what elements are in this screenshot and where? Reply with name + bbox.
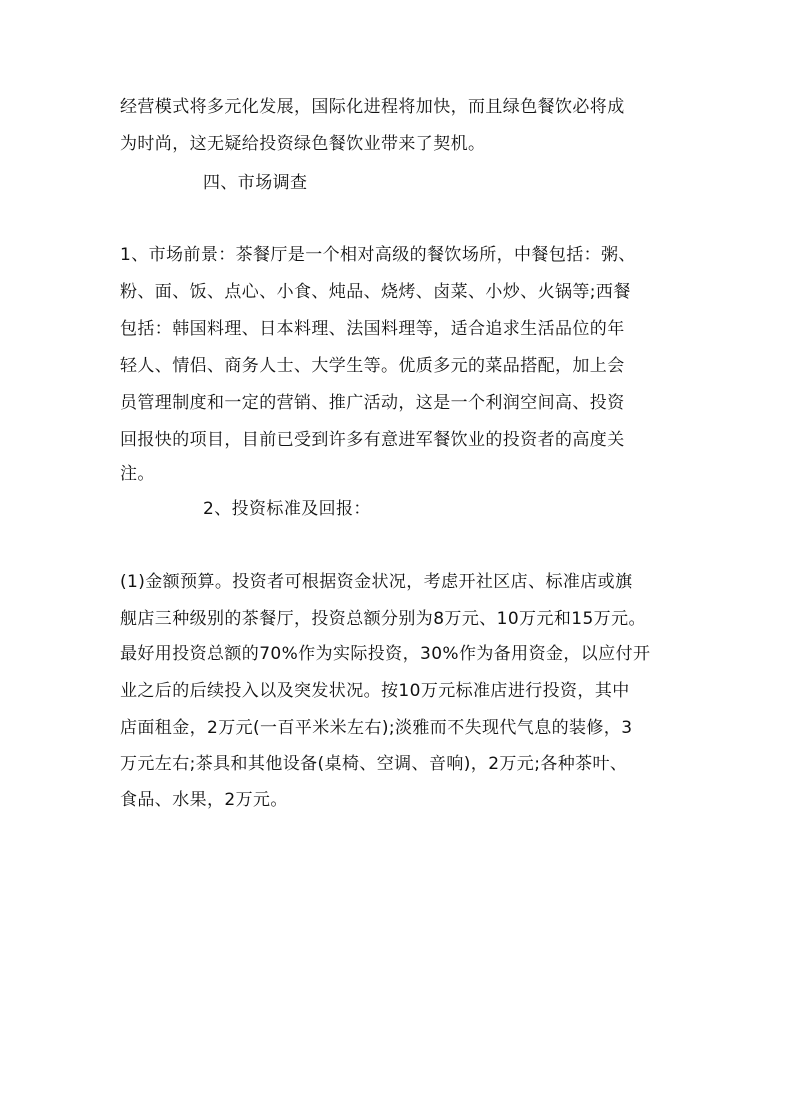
paragraph-line: 轻人、情侣、商务人士、大学生等。优质多元的菜品搭配，加上会 <box>120 356 625 376</box>
paragraph-line: (1)金额预算。投资者可根据资金状况，考虑开社区店、标准店或旗 <box>120 572 633 592</box>
paragraph-line: 包括：韩国料理、日本料理、法国料理等，适合追求生活品位的年 <box>120 319 625 339</box>
section-heading: 2、投资标准及回报： <box>203 499 371 519</box>
paragraph-line: 经营模式将多元化发展，国际化进程将加快，而且绿色餐饮必将成 <box>120 97 625 117</box>
paragraph-line: 注。 <box>120 464 155 484</box>
paragraph-line: 店面租金，2万元(一百平米米左右);淡雅而不失现代气息的装修，3 <box>120 718 633 738</box>
paragraph-line: 最好用投资总额的70%作为实际投资，30%作为备用资金，以应付开 <box>120 644 651 664</box>
paragraph-line: 为时尚，这无疑给投资绿色餐饮业带来了契机。 <box>120 134 486 154</box>
paragraph-line: 舰店三种级别的茶餐厅，投资总额分别为8万元、10万元和15万元。 <box>120 609 646 629</box>
paragraph-line: 业之后的后续投入以及突发状况。按10万元标准店进行投资，其中 <box>120 681 630 701</box>
paragraph-line: 1、市场前景：茶餐厅是一个相对高级的餐饮场所，中餐包括：粥、 <box>120 245 636 265</box>
paragraph-line: 员管理制度和一定的营销、推广活动，这是一个利润空间高、投资 <box>120 393 625 413</box>
paragraph-line: 粉、面、饭、点心、小食、炖品、烧烤、卤菜、小炒、火锅等;西餐 <box>120 282 631 302</box>
section-heading: 四、市场调查 <box>203 173 308 193</box>
paragraph-line: 万元左右;茶具和其他设备(桌椅、空调、音响)，2万元;各种茶叶、 <box>120 754 628 774</box>
paragraph-line: 食品、水果，2万元。 <box>120 790 288 810</box>
paragraph-line: 回报快的项目，目前已受到许多有意进军餐饮业的投资者的高度关 <box>120 430 625 450</box>
